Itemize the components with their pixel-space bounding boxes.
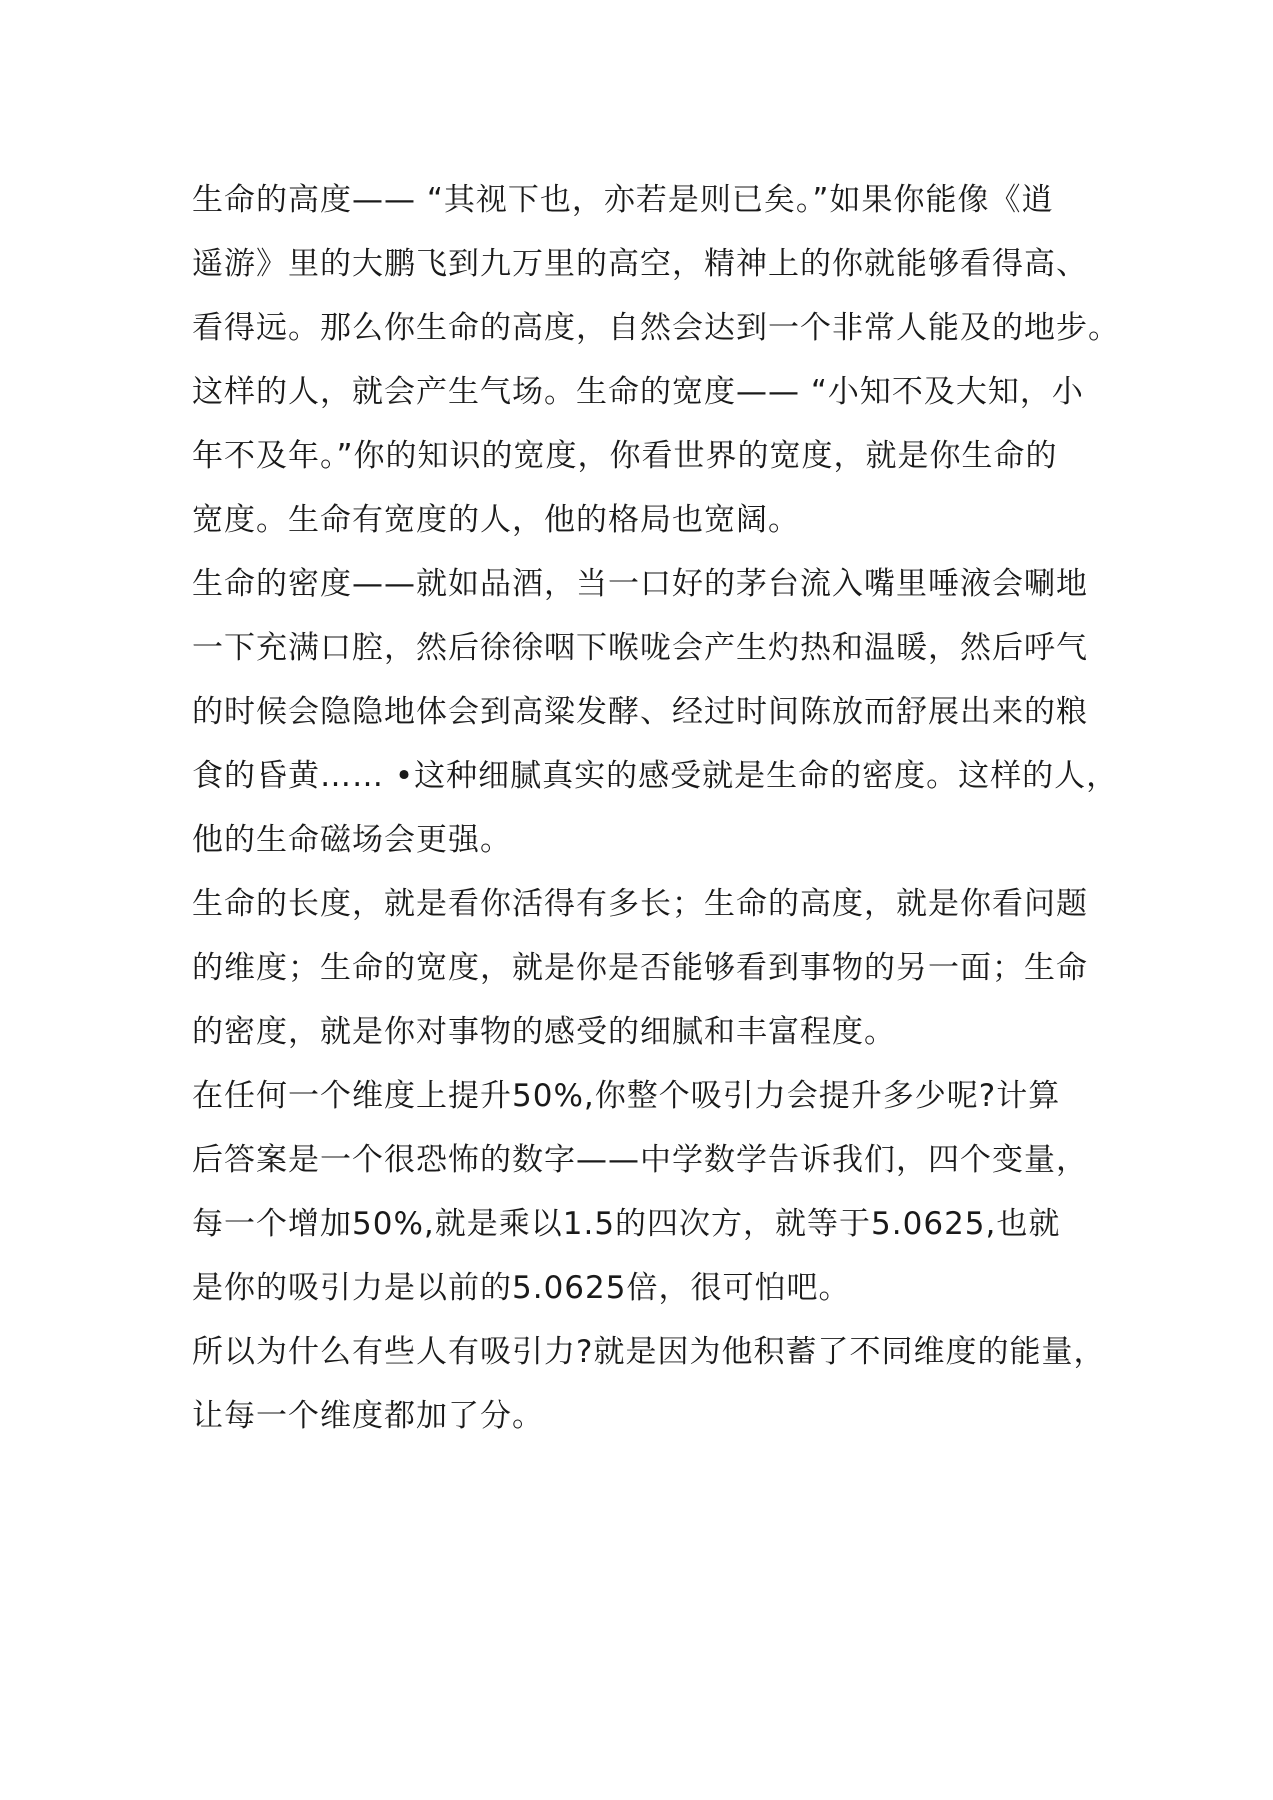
text-line: 生命的密度——就如品酒，当一口好的茅台流入嘴里唾液会唰地 <box>192 566 1088 602</box>
paragraph-life-density <box>192 552 1119 872</box>
text-line: 在任何一个维度上提升50%,你整个吸引力会提升多少呢?计算 <box>192 1078 1061 1114</box>
text-line: 所以为什么有些人有吸引力?就是因为他积蓄了不同维度的能量， <box>192 1334 1106 1370</box>
paragraph-attraction-math <box>192 1064 1092 1320</box>
text-line: 遥游》里的大鹏飞到九万里的高空，精神上的你就能够看得高、 <box>192 246 1088 282</box>
text-line: 的密度，就是你对事物的感受的细腻和丰富程度。 <box>192 1014 896 1050</box>
paragraph-conclusion <box>192 1320 1106 1448</box>
paragraph-four-dimensions <box>192 872 1092 1064</box>
text-line: 食的昏黄…… •这种细腻真实的感受就是生命的密度。这样的人， <box>192 758 1119 794</box>
text-line: 是你的吸引力是以前的5.0625倍，很可怕吧。 <box>192 1270 851 1306</box>
text-line: 生命的高度—— “其视下也，亦若是则已矣。”如果你能像《逍 <box>192 182 1054 218</box>
text-line: 后答案是一个很恐怖的数字——中学数学告诉我们，四个变量， <box>192 1142 1088 1178</box>
text-line: 宽度。生命有宽度的人，他的格局也宽阔。 <box>192 502 800 538</box>
text-line: 看得远。那么你生命的高度，自然会达到一个非常人能及的地步。 <box>192 310 1120 346</box>
text-line: 这样的人，就会产生气场。生命的宽度—— “小知不及大知，小 <box>192 374 1084 410</box>
text-line: 一下充满口腔，然后徐徐咽下喉咙会产生灼热和温暖，然后呼气 <box>192 630 1088 666</box>
text-line: 每一个增加50%,就是乘以1.5的四次方，就等于5.0625,也就 <box>192 1206 1061 1242</box>
document-body <box>192 168 1120 1448</box>
text-line: 他的生命磁场会更强。 <box>192 822 512 858</box>
text-line: 的维度；生命的宽度，就是你是否能够看到事物的另一面；生命 <box>192 950 1088 986</box>
paragraph-life-height-width <box>192 168 1120 552</box>
text-line: 生命的长度，就是看你活得有多长；生命的高度，就是你看问题 <box>192 886 1088 922</box>
text-line: 年不及年。”你的知识的宽度，你看世界的宽度，就是你生命的 <box>192 438 1058 474</box>
text-line: 让每一个维度都加了分。 <box>192 1398 544 1434</box>
text-line: 的时候会隐隐地体会到高粱发酵、经过时间陈放而舒展出来的粮 <box>192 694 1088 730</box>
